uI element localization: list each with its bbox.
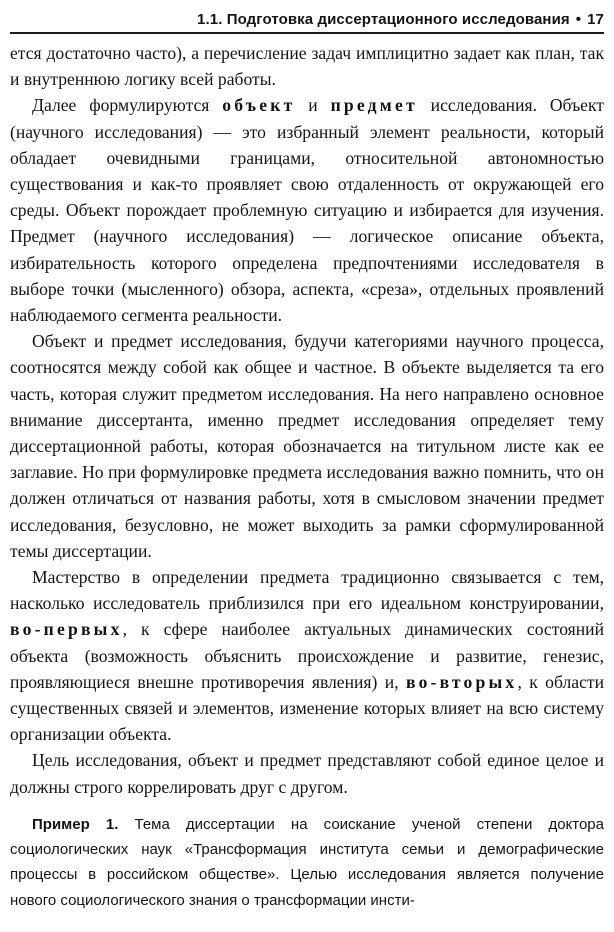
paragraph-text: Далее формулируются (32, 95, 223, 116)
running-header (10, 6, 604, 34)
page-number: 17 (587, 10, 604, 28)
paragraph-text: , к сфере наиболее актуальных динамических состояний объекта (возможность объяснить происхождение и развитие, генезис, проявляющиеся внешне противоречия явления) и, (10, 619, 604, 692)
example-paragraph (10, 812, 604, 913)
paragraph-goal: Цель исследования, объект и предмет представляют собой единое целое и должны строго коррелировать друг с другом. (10, 750, 604, 797)
example-label: Пример 1. (32, 816, 119, 833)
header-bullet: • (575, 10, 582, 28)
paragraph-text: Мастерство в определении предмета традиционно связывается с тем, насколько исследователь приблизился при его идеальном конструировании, (10, 567, 604, 614)
paragraph-object-subject (10, 92, 604, 328)
example-block (10, 812, 604, 913)
paragraph-continued: ется достаточно часто), а перечисление задач имплицитно задает как план, так и внутреннюю логику всей работы. (10, 43, 604, 90)
paragraph-text: исследования. Объект (научного исследования) — это избранный элемент реальности, который обладает очевидными границами, относительной автономностью существования и как-то проявляет свою отдаленность от окружающей его среды. Объект порождает проблемную ситуацию и избирается для изучения. Предмет (научного исследования) — логическое описание объекта, избирательность которого определена предпочтениями исследователя в выборе точки (мысленного) обзора, аспекта, «среза», отдельных проявлений наблюдаемого сегмента реальности. (10, 95, 604, 326)
term-subject: предмет (330, 95, 418, 116)
term-first: во-первых (10, 619, 123, 640)
example-text: Тема диссертации на соискание ученой степени доктора социологических наук «Трансформация института семьи и демографические процессы в российском обществе». Целью исследования является получение нового социологического знания о трансформации инсти- (10, 816, 604, 909)
paragraph-mastery (10, 564, 604, 747)
main-text (10, 40, 604, 800)
paragraph-text: , к области существенных связей и элементов, изменение которых влияет на всю систему организации объекта. (10, 671, 604, 745)
paragraph-text: и (295, 95, 331, 116)
section-title: 1.1. Подготовка диссертационного исследования (197, 10, 570, 28)
term-object: объект (222, 95, 296, 116)
paragraph-categories: Объект и предмет исследования, будучи категориями научного процесса, соотносятся между собой как общее и частное. В объекте выделяется та его часть, которая служит предметом исследования. На него направлено основное внимание диссертанта, именно предмет исследования определяет тему диссертационной работы, которая обозначается на титульном листе как ее заглавие. Но при формулировке предмета исследования важно помнить, что он должен отличаться от названия работы, хотя в смысловом значении предмет исследования, безусловно, не может выходить за рамки сформулированной темы диссертации. (10, 331, 604, 561)
term-second: во-вторых (406, 671, 518, 692)
